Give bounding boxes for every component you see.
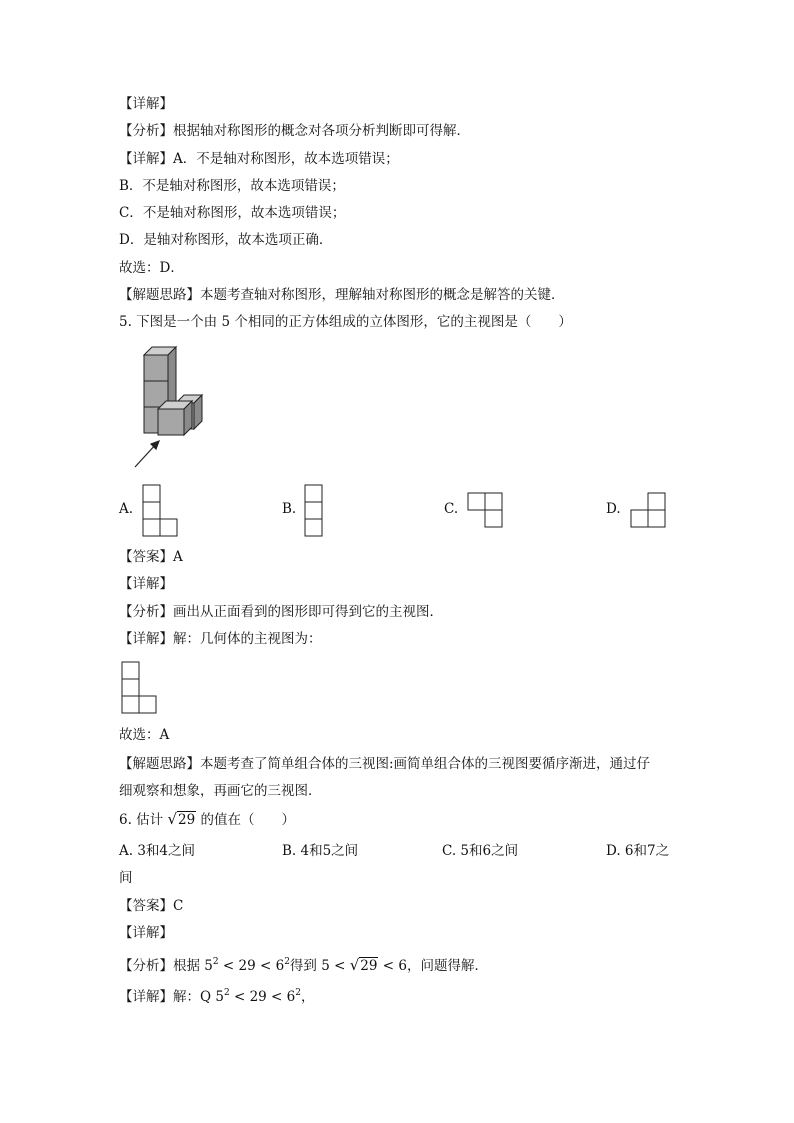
q5-xiangjie-heading: 【详解】 xyxy=(119,576,173,592)
q6-answer: 【答案】C xyxy=(119,898,184,914)
q5-solution-figure xyxy=(121,661,157,713)
q6-radicand: 29 xyxy=(178,812,196,828)
q6-analysis-prefix: 【分析】根据 5 xyxy=(119,958,213,974)
q5-option-b-figure xyxy=(304,484,324,536)
q5-option-d-label: D. xyxy=(606,501,621,517)
q6-analysis-mid2: 得到 5 < xyxy=(289,958,346,974)
q6-analysis-mid1: < 29 < 6 xyxy=(218,958,285,974)
q6-question-suffix: 的值在（ ） xyxy=(200,812,296,828)
q6-analysis xyxy=(119,953,488,975)
q5-choose: 故选：A xyxy=(119,727,170,743)
q4-line-c: C．不是轴对称图形，故本选项错误； xyxy=(119,205,346,221)
q6-analysis-mid3: < 6，问题得解． xyxy=(382,958,488,974)
sqrt-symbol: √ xyxy=(349,956,360,974)
q4-analysis: 【分析】根据轴对称图形的概念对各项分析判断即可得解． xyxy=(119,123,470,139)
q6-xiangjie-heading: 【详解】 xyxy=(119,925,173,941)
superscript: 2 xyxy=(212,957,219,967)
superscript: 2 xyxy=(295,988,301,998)
q6-detail xyxy=(119,984,314,1006)
q5-idea-line1: 【解题思路】本题考查了简单组合体的三视图:画简单组合体的三视图要循序渐进，通过仔 xyxy=(119,756,651,772)
q6-option-c: C. 5和6之间 xyxy=(442,843,519,859)
q6-detail-prefix: 【详解】解：Q 5 xyxy=(119,989,224,1005)
q5-analysis: 【分析】画出从正面看到的图形即可得到它的主视图． xyxy=(119,604,443,620)
q5-option-b-label: B. xyxy=(282,501,297,517)
q6-option-a: A. 3和4之间 xyxy=(119,843,196,859)
q5-option-d-figure xyxy=(630,492,666,528)
q4-idea: 【解题思路】本题考查轴对称图形，理解轴对称图形的概念是解答的关键． xyxy=(119,287,565,303)
q5-option-a-label: A. xyxy=(119,501,134,517)
q4-line-b: B．不是轴对称图形，故本选项错误； xyxy=(119,178,345,194)
q6-question-prefix: 6. 估计 xyxy=(119,812,164,828)
superscript: 2 xyxy=(223,988,230,998)
q6-analysis-radicand: 29 xyxy=(360,958,378,974)
q4-xiangjie-heading: 【详解】 xyxy=(119,96,173,112)
q5-option-a-figure xyxy=(142,484,178,536)
q4-detail-a: 【详解】A．不是轴对称图形，故本选项错误； xyxy=(119,151,399,167)
q5-question: 5. 下图是一个由 5 个相同的正方体组成的立体图形，它的主视图是（ ） xyxy=(119,314,572,330)
sqrt-symbol: √ xyxy=(167,810,178,828)
q6-option-d: D. 6和7之 xyxy=(606,843,670,859)
q6-option-d-wrap: 间 xyxy=(119,870,133,886)
q5-idea-line2: 细观察和想象，再画它的三视图． xyxy=(119,783,322,799)
q6-detail-suffix: ， xyxy=(300,989,315,1005)
q5-cube-figure xyxy=(130,345,210,475)
q5-answer: 【答案】A xyxy=(119,549,183,565)
q4-choose: 故选：D． xyxy=(119,260,184,276)
q5-option-c-label: C. xyxy=(444,501,459,517)
q5-option-c-figure xyxy=(467,492,503,528)
q6-detail-mid: < 29 < 6 xyxy=(229,989,296,1005)
q4-line-d: D．是轴对称图形，故本选项正确． xyxy=(119,232,333,248)
q6-question xyxy=(119,810,295,829)
q5-detail: 【详解】解：几何体的主视图为： xyxy=(119,631,322,647)
superscript: 2 xyxy=(284,957,290,967)
q6-option-b: B. 4和5之间 xyxy=(282,843,359,859)
